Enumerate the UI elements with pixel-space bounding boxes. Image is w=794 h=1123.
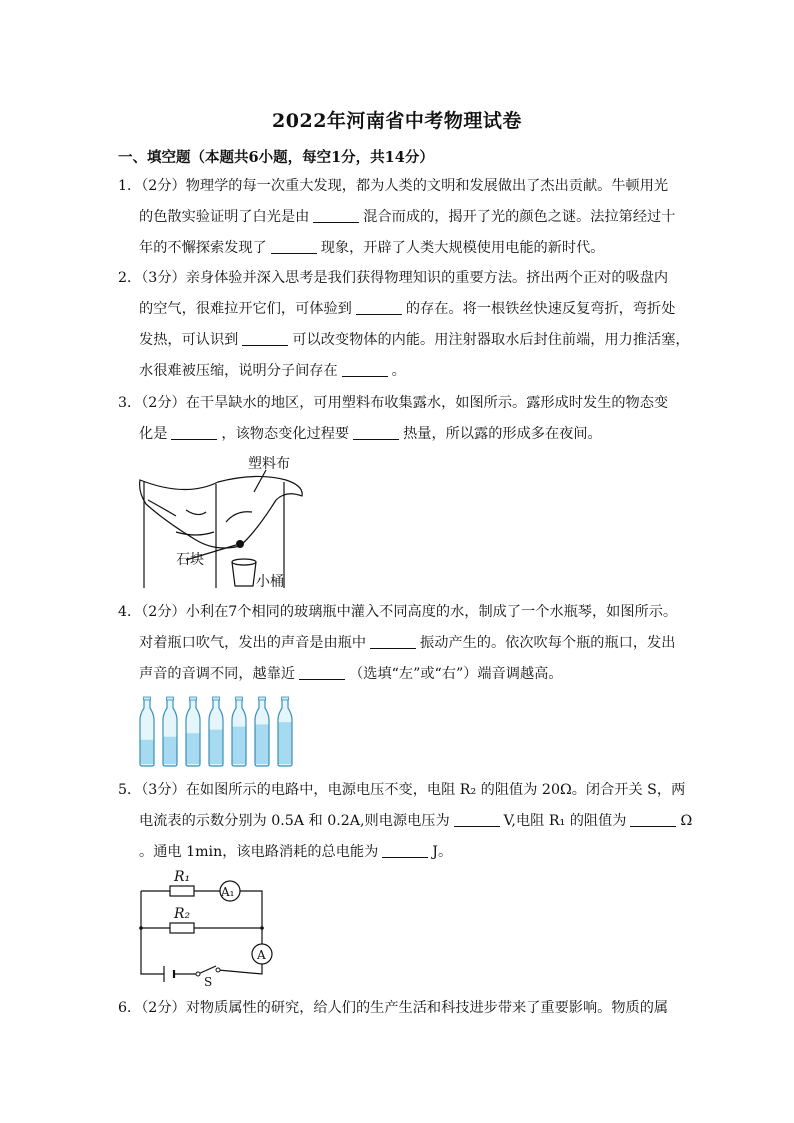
dew-collector-figure xyxy=(136,452,306,592)
bottle-outline xyxy=(232,698,246,766)
bottle xyxy=(232,697,246,766)
q4-text: （选填“左”或“右”）端音调越高。 xyxy=(349,666,563,682)
cloth-folds xyxy=(148,500,252,535)
switch-contact xyxy=(216,968,220,972)
answer-blank xyxy=(382,843,428,858)
cloth-pointer xyxy=(254,470,266,492)
q2-line-1: 2．（3分）亲身体验并深入思考是我们获得物理知识的重要方法。挤出两个正对的吸盘内 xyxy=(118,270,669,286)
bottle-neck xyxy=(259,697,266,700)
bottle xyxy=(140,697,154,766)
q5-line-1: 5．（3分）在如图所示的电路中，电源电压不变，电阻 R₂ 的阻值为 20Ω。闭合开关 S，两 xyxy=(118,782,686,798)
bottle xyxy=(255,697,269,766)
q5-text: J。 xyxy=(432,844,453,860)
q1-line-2 xyxy=(139,207,675,227)
bottle xyxy=(278,697,292,766)
bottle xyxy=(209,697,223,766)
q2-text: 可以改变物体的内能。用注射器取水后封住前端，用力推活塞， xyxy=(292,332,690,348)
answer-blank xyxy=(342,362,388,377)
switch-lever xyxy=(198,966,216,974)
q2-text: 的空气，很难拉开它们，可体验到 xyxy=(139,301,352,317)
plastic-cloth xyxy=(140,476,303,548)
q2-line-4 xyxy=(139,361,406,381)
label-r1: R₁ xyxy=(174,869,191,885)
bottle-neck xyxy=(236,697,243,700)
circuit-diagram xyxy=(136,866,286,989)
q2-text: 的存在。将一根铁丝快速反复弯折，弯折处 xyxy=(405,301,676,317)
stone xyxy=(236,540,244,548)
label-bucket: 小桶 xyxy=(256,574,284,590)
q5-line-2 xyxy=(139,811,692,831)
junction-left xyxy=(139,926,143,930)
q1-line-1: 1．（2分）物理学的每一次重大发现，都为人类的文明和发展做出了杰出贡献。牛顿用光 xyxy=(118,178,669,194)
answer-blank xyxy=(454,812,500,827)
page-title: 2022年河南省中考物理试卷 xyxy=(272,110,522,132)
bottle-neck xyxy=(190,697,197,700)
q5-text: V,电阻 R₁ 的阻值为 xyxy=(503,813,627,829)
resistor-r2 xyxy=(170,923,194,933)
label-stone: 石块 xyxy=(176,552,204,568)
label-plastic-cloth: 塑料布 xyxy=(248,456,290,472)
bottle-neck xyxy=(282,697,289,700)
bottle-neck xyxy=(167,697,174,700)
answer-blank xyxy=(356,300,402,315)
switch-contact xyxy=(196,972,200,976)
bottle-neck xyxy=(213,697,220,700)
label-a: A xyxy=(257,948,266,962)
bottle-outline xyxy=(186,698,200,766)
q1-text: 年的不懈探索发现了 xyxy=(139,240,267,256)
q4-line-1: 4．（2分）小利在7个相同的玻璃瓶中灌入不同高度的水，制成了一个水瓶琴，如图所示。 xyxy=(118,604,678,620)
wire-bottom xyxy=(141,891,262,974)
answer-blank xyxy=(353,425,399,440)
answer-blank xyxy=(630,812,676,827)
q3-text: ，该物态变化过程要 xyxy=(221,426,350,442)
wire-top xyxy=(141,891,262,944)
junction-right xyxy=(260,926,264,930)
label-s: S xyxy=(204,975,213,989)
answer-blank xyxy=(171,425,217,440)
section-heading: 一、填空题（本题共6小题，每空1分，共14分） xyxy=(118,149,434,166)
q5-text: 电流表的示数分别为 0.5A 和 0.2A,则电源电压为 xyxy=(139,813,450,829)
bucket-icon xyxy=(232,559,256,586)
bottle xyxy=(186,697,200,766)
q5-text: Ω xyxy=(680,813,693,829)
label-a1: A₁ xyxy=(221,885,235,899)
bottle-outline xyxy=(278,698,292,766)
answer-blank xyxy=(313,208,359,223)
q4-text: 声音的音调不同，越靠近 xyxy=(139,666,296,682)
q4-line-2 xyxy=(139,633,675,653)
bottle-outline xyxy=(140,698,154,766)
bottle-xylophone-figure xyxy=(138,696,298,768)
q3-text: 热量，所以露的形成多在夜间。 xyxy=(403,426,602,442)
q2-line-3 xyxy=(139,330,690,350)
resistor-r1 xyxy=(170,886,194,896)
q1-text: 混合而成的，揭开了光的颜色之谜。法拉第经过十 xyxy=(363,209,676,225)
q2-text: 。 xyxy=(391,363,406,379)
q2-text: 水很难被压缩，说明分子间存在 xyxy=(139,363,338,379)
answer-blank xyxy=(271,239,317,254)
q6-line-1: 6．（2分）对物质属性的研究，给人们的生产生活和科技进步带来了重要影响。物质的属 xyxy=(118,1000,669,1016)
q1-text: 的色散实验证明了白光是由 xyxy=(139,209,310,225)
q3-line-1: 3．（2分）在干旱缺水的地区，可用塑料布收集露水，如图所示。露形成时发生的物态变 xyxy=(118,395,669,411)
bottle-neck xyxy=(144,697,151,700)
q3-text: 化是 xyxy=(139,426,168,442)
q1-line-3 xyxy=(139,238,604,258)
bottle-outline xyxy=(163,698,177,766)
q4-text: 对着瓶口吹气，发出的声音是由瓶中 xyxy=(139,635,367,651)
answer-blank xyxy=(370,634,416,649)
q2-text: 发热，可认识到 xyxy=(139,332,239,348)
q1-text: 现象，开辟了人类大规模使用电能的新时代。 xyxy=(320,240,605,256)
label-r2: R₂ xyxy=(174,906,191,922)
bottle xyxy=(163,697,177,766)
q5-line-3 xyxy=(139,842,452,862)
q5-text: 。通电 1min，该电路消耗的总电能为 xyxy=(139,844,379,860)
q3-line-2 xyxy=(139,424,602,444)
q2-line-2 xyxy=(139,299,675,319)
bottle-outline xyxy=(209,698,223,766)
answer-blank xyxy=(299,665,345,680)
q4-text: 振动产生的。依次吹每个瓶的瓶口，发出 xyxy=(420,635,676,651)
answer-blank xyxy=(242,331,288,346)
bottle-outline xyxy=(255,698,269,766)
q4-line-3 xyxy=(139,664,563,684)
